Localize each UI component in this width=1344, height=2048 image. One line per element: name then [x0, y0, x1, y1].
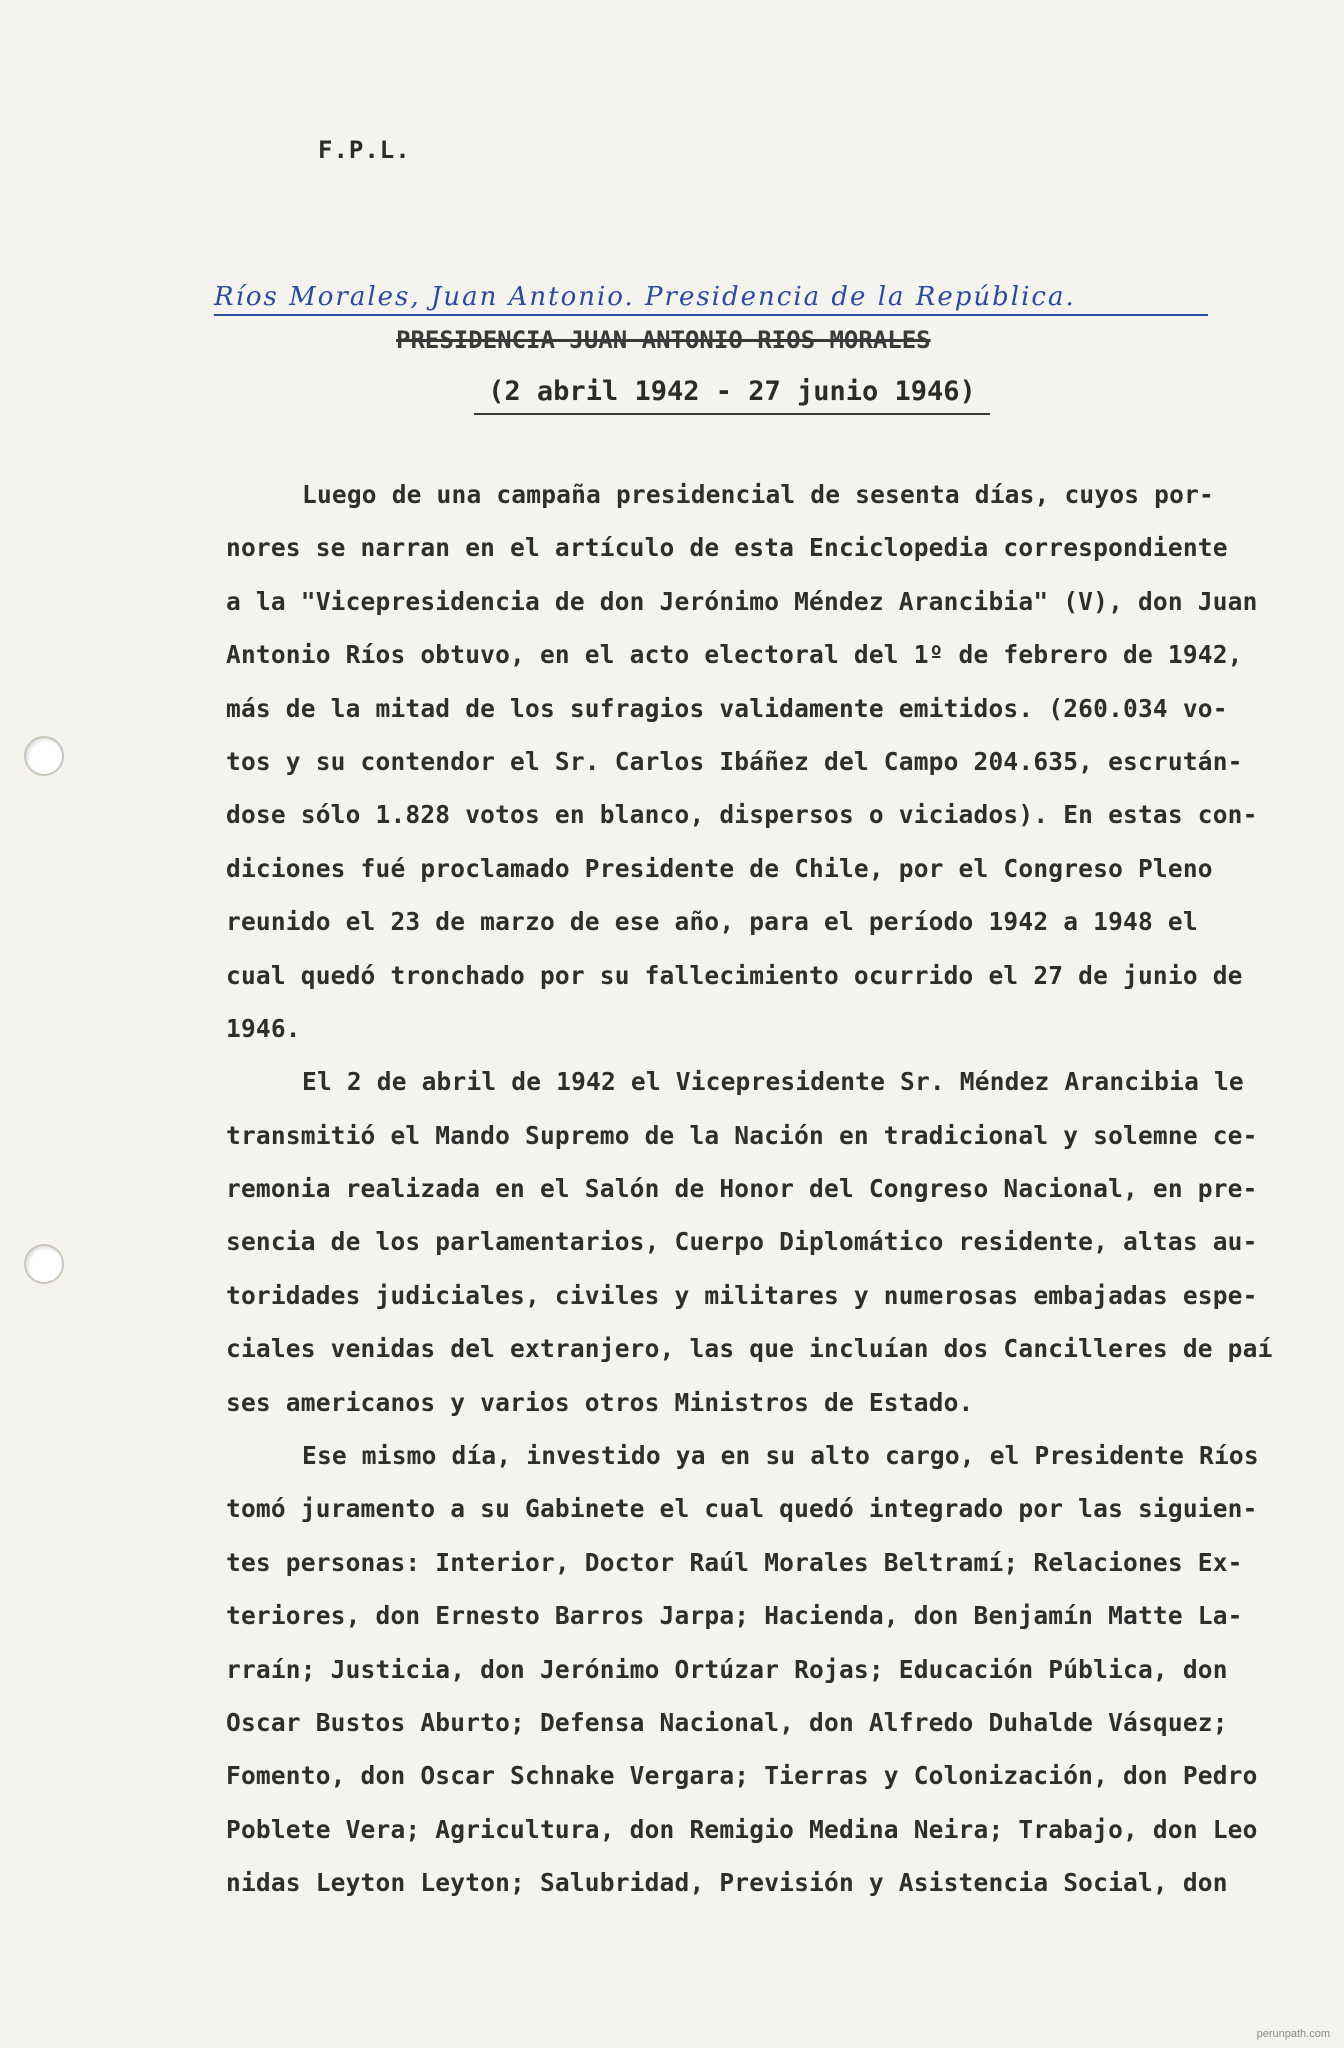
text-line: reunido el 23 de marzo de ese año, para el período 1942 a 1948 el	[226, 907, 1198, 937]
text-line: rraín; Justicia, don Jerónimo Ortúzar Rojas; Educación Pública, don	[226, 1654, 1228, 1684]
text-line: nores se narran en el artículo de esta Enciclopedia correspondiente	[226, 533, 1228, 563]
text-line: diciones fué proclamado Presidente de Chile, por el Congreso Pleno	[226, 853, 1213, 883]
struck-title: PRESIDENCIA JUAN ANTONIO RIOS MORALES	[396, 326, 931, 354]
text-line: nidas Leyton Leyton; Salubridad, Previsión y Asistencia Social, don	[226, 1868, 1228, 1898]
date-range: (2 abril 1942 - 27 junio 1946)	[474, 376, 990, 415]
text-line: tos y su contendor el Sr. Carlos Ibáñez del Campo 204.635, escrután-	[226, 746, 1243, 776]
text-line: cual quedó tronchado por su fallecimiento ocurrido el 27 de junio de	[226, 960, 1243, 990]
text-line: Fomento, don Oscar Schnake Vergara; Tierras y Colonización, don Pedro	[226, 1761, 1258, 1791]
text-line: 1946.	[226, 1013, 301, 1043]
text-line: dose sólo 1.828 votos en blanco, dispersos o viciados). En estas con-	[226, 800, 1258, 830]
punch-hole-top	[24, 736, 64, 776]
text-line: El 2 de abril de 1942 el Vicepresidente Sr. Méndez Arancibia le	[302, 1067, 1244, 1097]
text-line: tomó juramento a su Gabinete el cual quedó integrado por las siguien-	[226, 1494, 1258, 1524]
watermark: perunpath.com	[1256, 2028, 1330, 2040]
text-line: más de la mitad de los sufragios validamente emitidos. (260.034 vo-	[226, 693, 1228, 723]
text-line: Antonio Ríos obtuvo, en el acto electoral del 1º de febrero de 1942,	[226, 640, 1243, 670]
text-line: toridades judiciales, civiles y militares y numerosas embajadas espe-	[226, 1280, 1258, 1310]
text-line: transmitió el Mando Supremo de la Nación en tradicional y solemne ce-	[226, 1120, 1258, 1150]
text-line: remonia realizada en el Salón de Honor del Congreso Nacional, en pre-	[226, 1174, 1258, 1204]
text-line: Ese mismo día, investido ya en su alto cargo, el Presidente Ríos	[302, 1441, 1259, 1471]
reference-code: F.P.L.	[318, 136, 411, 164]
text-line: tes personas: Interior, Doctor Raúl Morales Beltramí; Relaciones Ex-	[226, 1547, 1243, 1577]
body-text	[226, 480, 1318, 1922]
text-line: teriores, don Ernesto Barros Jarpa; Hacienda, don Benjamín Matte La-	[226, 1601, 1243, 1631]
text-line: Luego de una campaña presidencial de sesenta días, cuyos por-	[302, 480, 1214, 509]
punch-hole-bottom	[24, 1244, 64, 1284]
handwritten-heading: Ríos Morales, Juan Antonio. Presidencia de la República.	[214, 282, 1208, 316]
text-line: Poblete Vera; Agricultura, don Remigio Medina Neira; Trabajo, don Leo	[226, 1814, 1258, 1844]
text-line: Oscar Bustos Aburto; Defensa Nacional, don Alfredo Duhalde Vásquez;	[226, 1707, 1228, 1737]
text-line: ses americanos y varios otros Ministros de Estado.	[226, 1387, 974, 1417]
text-line: sencia de los parlamentarios, Cuerpo Diplomático residente, altas au-	[226, 1227, 1258, 1257]
text-line: ciales venidas del extranjero, las que incluían dos Cancilleres de paí	[226, 1334, 1273, 1364]
text-line: a la "Vicepresidencia de don Jerónimo Méndez Arancibia" (V), don Juan	[226, 586, 1258, 616]
